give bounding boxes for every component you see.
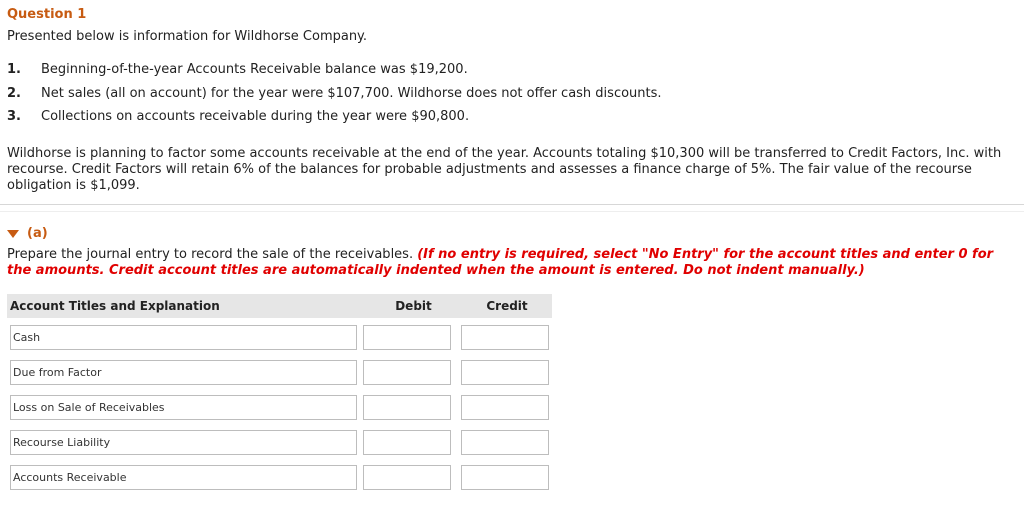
debit-input[interactable] [363, 325, 451, 350]
list-item-number: 1. [7, 62, 21, 77]
list-item-text: Beginning-of-the-year Accounts Receivable balance was $19,200. [41, 62, 468, 77]
debit-input[interactable] [363, 465, 451, 490]
instruction-text: Prepare the journal entry to record the sale of the receivables. [7, 247, 418, 262]
list-item [7, 62, 662, 86]
debit-input[interactable] [363, 430, 451, 455]
facts-list [7, 62, 662, 133]
part-a-instructions [7, 247, 1017, 279]
account-title-input[interactable]: Accounts Receivable [10, 465, 357, 490]
debit-input[interactable] [363, 395, 451, 420]
caret-down-icon[interactable] [7, 230, 19, 238]
part-a-toggle[interactable] [7, 226, 48, 241]
section-divider [0, 204, 1024, 205]
list-item [7, 109, 662, 133]
header-credit: Credit [486, 299, 528, 313]
journal-table-header [7, 294, 552, 318]
part-a-label: (a) [27, 226, 48, 241]
account-title-input[interactable]: Due from Factor [10, 360, 357, 385]
account-title-input[interactable]: Cash [10, 325, 357, 350]
header-debit: Debit [395, 299, 432, 313]
debit-input[interactable] [363, 360, 451, 385]
credit-input[interactable] [461, 395, 549, 420]
credit-input[interactable] [461, 360, 549, 385]
question-title: Question 1 [7, 7, 87, 22]
scenario-paragraph: Wildhorse is planning to factor some accounts receivable at the end of the year. Accounts totaling $10,300 will be transferred to Credit Factors, Inc. with recourse. Credit Factors will retain 6% of the balances for probable adjustments and assesses a finance charge of 5%. The fair value of the recourse obligation is $1,099. [7, 146, 1002, 193]
list-item-number: 2. [7, 85, 21, 101]
list-item-text: Net sales (all on account) for the year were $107,700. Wildhorse does not offer cash discounts. [41, 85, 662, 101]
list-item [7, 86, 662, 110]
section-divider [0, 211, 1024, 212]
account-title-input[interactable]: Loss on Sale of Receivables [10, 395, 357, 420]
instruction-note: (If no entry is required, select "No Entry" for the account titles and enter 0 for the amounts. Credit account titles are automatically indented when the amount is entered. Do not indent manually.) [7, 247, 994, 278]
credit-input[interactable] [461, 430, 549, 455]
question-intro: Presented below is information for Wildhorse Company. [7, 29, 368, 44]
list-item-number: 3. [7, 109, 21, 124]
list-item-text: Collections on accounts receivable during the year were $90,800. [41, 109, 470, 124]
header-account-titles: Account Titles and Explanation [10, 299, 220, 313]
account-title-input[interactable]: Recourse Liability [10, 430, 357, 455]
credit-input[interactable] [461, 465, 549, 490]
credit-input[interactable] [461, 325, 549, 350]
